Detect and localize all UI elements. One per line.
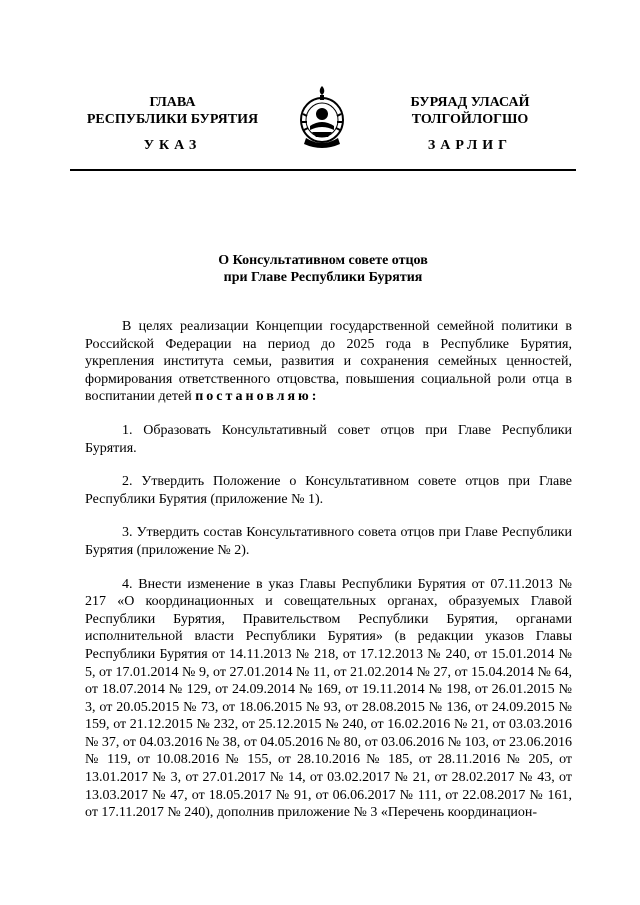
issuer-line-2-bua: ТОЛГОЙЛОГШО — [411, 112, 529, 127]
decree-word: постановляю: — [195, 389, 320, 405]
title-line-2: при Главе Республики Бурятия — [223, 270, 423, 285]
issuer-line-2: РЕСПУБЛИКИ БУРЯТИЯ — [86, 112, 259, 127]
page-title — [70, 252, 576, 286]
issuer-line-1: ГЛАВА — [149, 95, 196, 110]
document-type-bua: ЗАРЛИГ — [427, 138, 513, 153]
decree-item: 4. Внести изменение в указ Главы Республики Бурятия от 07.11.2013 № 217 «О координационных и совещательных органах, образуемых Главой Республики Бурятия, Правительством Республики Бурятия, органами исполнительной власти Республики Бурятия» (в редакции указов Главы Республики Бурятия от 14.11.2013 № 218, от 17.12.2013 № 240, от 15.01.2014 № 5, от 17.01.2014 № 9, от 27.01.2014 № 11, от 21.02.2014 № 27, от 15.04.2014 № 64, от 18.07.2014 № 129, от 24.09.2014 № 169, от 19.11.2014 № 198, от 26.01.2015 № 3, от 20.05.2015 № 73, от 18.06.2015 № 93, от 28.08.2015 № 136, от 24.09.2015 № 159, от 21.12.2015 № 232, от 25.12.2015 № 240, от 16.02.2016 № 21, от 03.03.2016 № 37, от 04.03.2016 № 38, от 04.05.2016 № 80, от 03.06.2016 № 103, от 23.06.2016 № 119, от 10.08.2016 № 155, от 28.10.2016 № 185, от 28.11.2016 № 205, от 13.01.2017 № 3, от 27.01.2017 № 14, от 03.02.2017 № 21, от 28.02.2017 № 43, от 13.03.2017 № 47, от 18.05.2017 № 91, от 06.06.2017 № 111, от 22.08.2017 № 161, от 17.11.2017 № 240), дополнив приложение № 3 «Перечень координацион- — [85, 576, 572, 821]
decree-item: 1. Образовать Консультативный совет отцов при Главе Республики Бурятия. — [85, 422, 572, 456]
preamble-paragraph — [85, 318, 572, 406]
preamble-text: В целях реализации Концепции государственной семейной политики в Российской Федерации на период до 2025 года в Республике Бурятия, укрепления института семьи, развития и сохранения семейных ценностей, формирования ответственного отцовства, повышения социальной роли отца в воспитании детей — [85, 319, 572, 405]
decree-item: 3. Утвердить состав Консультативного совета отцов при Главе Республики Бурятия (приложение № 2). — [85, 525, 572, 558]
header-divider — [70, 169, 576, 171]
buryatia-coat-of-arms-icon — [298, 84, 346, 152]
decree-body — [85, 318, 572, 838]
decree-item: 2. Утвердить Положение о Консультативном совете отцов при Главе Республики Бурятия (приложение № 1). — [85, 474, 572, 507]
document-type-ru: УКАЗ — [143, 138, 202, 153]
title-line-1: О Консультативном совете отцов — [218, 253, 428, 268]
issuer-name-bua — [365, 94, 575, 128]
issuer-line-1-bua: БУРЯАД УЛАСАЙ — [410, 95, 530, 110]
issuer-name-ru — [75, 94, 270, 128]
